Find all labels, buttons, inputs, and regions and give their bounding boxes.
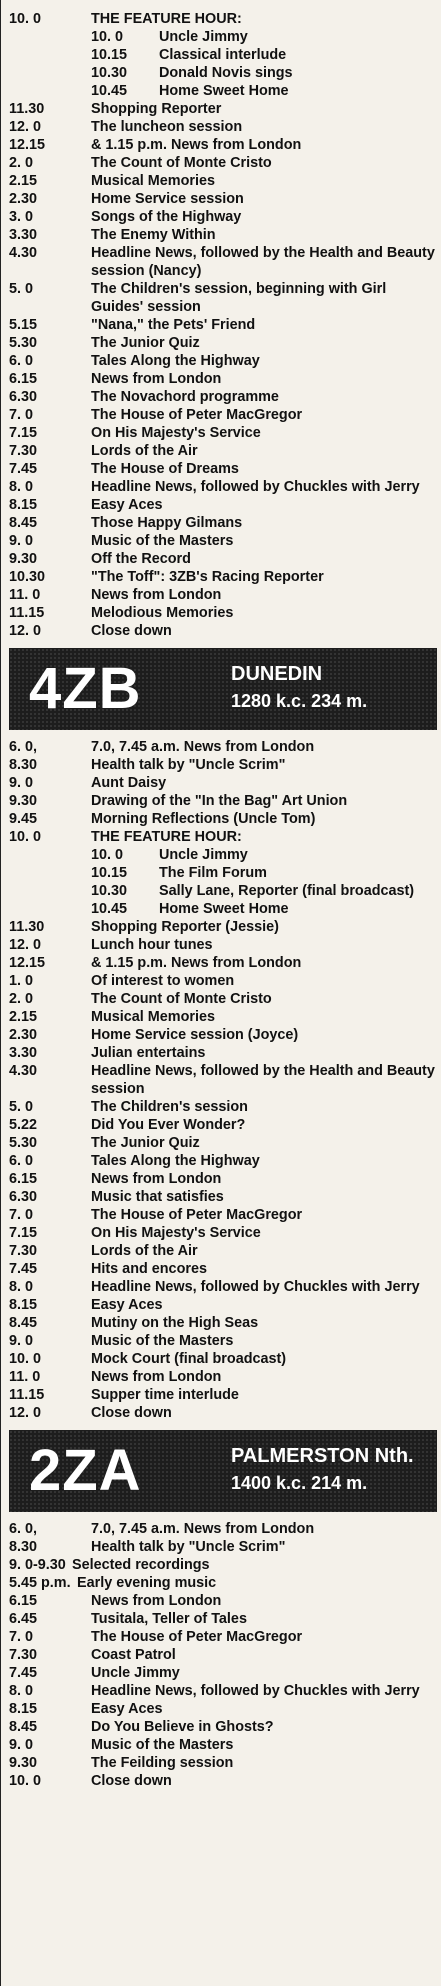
listing-row: [1, 190, 441, 208]
listing-row: [1, 1538, 441, 1556]
listing-program: The Junior Quiz: [91, 335, 200, 351]
listing-program: Close down: [91, 1773, 172, 1789]
listing-program: Aunt Daisy: [91, 775, 167, 791]
listing-program: Health talk by "Uncle Scrim": [91, 757, 286, 773]
listing-time: 12. 0: [9, 1405, 42, 1421]
listing-row: [1, 1260, 441, 1278]
listing-time: 7.15: [9, 425, 38, 441]
listing-time: 9. 0-9.30: [9, 1557, 66, 1573]
listing-row: [1, 990, 441, 1008]
station-callsign: 4ZB: [29, 656, 142, 721]
listing-row: [1, 1116, 441, 1134]
listing-time: 7.30: [9, 443, 38, 459]
listing-time: 3.30: [9, 227, 38, 243]
listing-row: [1, 828, 441, 846]
listing-program: Headline News, followed by the Health and Beauty session: [91, 1063, 435, 1097]
listing-time: 10.30: [9, 569, 46, 585]
listing-time: 6. 0: [9, 353, 34, 369]
listing-program: Headline News, followed by Chuckles with Jerry: [91, 479, 420, 495]
listing-row: [1, 280, 441, 316]
station-frequency: 1400 k.c. 214 m.: [231, 1473, 368, 1493]
listing-row: [1, 1044, 441, 1062]
listing-time: 11. 0: [9, 1369, 41, 1385]
listing-time: 6.15: [9, 1171, 38, 1187]
listing-program: Lords of the Air: [91, 443, 198, 459]
listing-time: 4.30: [9, 1063, 38, 1079]
listing-program: Uncle Jimmy: [91, 1665, 180, 1681]
station-1-schedule: [1, 0, 441, 640]
listing-row: [1, 334, 441, 352]
listing-time: 6. 0,: [9, 739, 38, 755]
listing-program: Drawing of the "In the Bag" Art Union: [91, 793, 348, 809]
listing-row: [1, 1134, 441, 1152]
listing-row: [1, 568, 441, 586]
listing-program: Supper time interlude: [91, 1387, 239, 1403]
listing-row: [1, 1098, 441, 1116]
listing-time: 7. 0: [9, 1629, 34, 1645]
listing-row: [1, 514, 441, 532]
listing-program: The Enemy Within: [91, 227, 216, 243]
listing-row: [1, 1718, 441, 1736]
listing-program: Headline News, followed by the Health and Beauty session (Nancy): [91, 245, 435, 279]
listing-time: 6. 0,: [9, 1521, 38, 1537]
listing-time: 9.30: [9, 551, 38, 567]
listing-row: [1, 1682, 441, 1700]
listing-row: [1, 1736, 441, 1754]
listing-row: [1, 244, 441, 280]
listing-time: 11. 0: [9, 587, 41, 603]
listing-program: Off the Record: [91, 551, 191, 567]
listing-program: Home Service session: [91, 191, 244, 207]
listing-row: [1, 1386, 441, 1404]
station-city: PALMERSTON Nth.: [231, 1445, 414, 1467]
listing-time: 12. 0: [9, 119, 42, 135]
listing-row: [1, 1188, 441, 1206]
listing-program: News from London: [91, 371, 222, 387]
station-callsign: 2ZA: [29, 1438, 142, 1503]
sub-listing-program: Home Sweet Home: [159, 83, 289, 99]
listing-program: THE FEATURE HOUR:: [91, 829, 242, 845]
listing-row: [1, 10, 441, 28]
listing-program: Close down: [91, 623, 172, 639]
listing-program: The Feilding session: [91, 1755, 234, 1771]
listing-row: [1, 1610, 441, 1628]
listing-row: [1, 136, 441, 154]
listing-row: [1, 738, 441, 756]
station-banner-2za: [9, 1430, 437, 1512]
sub-listing-time: 10. 0: [91, 847, 124, 863]
listing-time: 9. 0: [9, 533, 34, 549]
listing-row: [1, 972, 441, 990]
listing-time: 11.15: [9, 1387, 45, 1403]
listing-time: 11.15: [9, 605, 45, 621]
listing-row: [1, 424, 441, 442]
listing-row: [1, 352, 441, 370]
listing-program: & 1.15 p.m. News from London: [91, 955, 302, 971]
listing-program: News from London: [91, 1171, 222, 1187]
listing-program: News from London: [91, 1369, 222, 1385]
listing-program: Those Happy Gilmans: [91, 515, 243, 531]
listing-row: [1, 936, 441, 954]
listing-time: 5. 0: [9, 1099, 34, 1115]
listing-row: [1, 1332, 441, 1350]
listing-time: 8.15: [9, 1701, 38, 1717]
listing-row: [1, 1520, 441, 1538]
listing-time: 6.45: [9, 1611, 38, 1627]
sub-listing-time: 10.30: [91, 65, 128, 81]
listing-row: [1, 1592, 441, 1610]
listing-program: Shopping Reporter: [91, 101, 222, 117]
sub-listing-row: [1, 28, 441, 46]
station-2za-schedule: [1, 1520, 441, 1790]
listing-time: 5.30: [9, 1135, 38, 1151]
station-frequency: 1280 k.c. 234 m.: [231, 691, 368, 711]
sub-listing-time: 10.45: [91, 83, 128, 99]
listing-time: 2.30: [9, 1027, 38, 1043]
listing-time: 6.30: [9, 389, 38, 405]
listing-time: 7.30: [9, 1647, 38, 1663]
sub-listing-time: 10.15: [91, 47, 128, 63]
listing-program: Do You Believe in Ghosts?: [91, 1719, 274, 1735]
listing-program: Of interest to women: [91, 973, 235, 989]
listing-program: Health talk by "Uncle Scrim": [91, 1539, 286, 1555]
listing-program: Close down: [91, 1405, 172, 1421]
listing-row: [1, 604, 441, 622]
listing-row: [1, 370, 441, 388]
listing-time: 7.15: [9, 1225, 38, 1241]
listing-time: 6.15: [9, 1593, 38, 1609]
listing-time: 11.30: [9, 919, 45, 935]
listing-program: Early evening music: [77, 1575, 217, 1591]
listing-row: [1, 1628, 441, 1646]
listing-time: 8.45: [9, 515, 38, 531]
listing-program: The Novachord programme: [91, 389, 279, 405]
listing-time: 2.30: [9, 191, 38, 207]
listing-program: The luncheon session: [91, 119, 243, 135]
listing-row: [1, 792, 441, 810]
listing-time: 10. 0: [9, 1351, 42, 1367]
sub-listing-program: Sally Lane, Reporter (final broadcast): [159, 883, 415, 899]
listing-time: 2.15: [9, 1009, 38, 1025]
listing-row: [1, 1556, 441, 1574]
listing-time: 6. 0: [9, 1153, 34, 1169]
listing-program: Music of the Masters: [91, 1737, 234, 1753]
listing-row: [1, 1314, 441, 1332]
listing-row: [1, 1224, 441, 1242]
listing-program: Songs of the Highway: [91, 209, 242, 225]
listing-row: [1, 756, 441, 774]
listing-program: The House of Peter MacGregor: [91, 407, 303, 423]
listing-row: [1, 918, 441, 936]
sub-listing-time: 10. 0: [91, 29, 124, 45]
sub-listing-program: Uncle Jimmy: [159, 29, 248, 45]
listing-time: 8. 0: [9, 1279, 34, 1295]
listing-program: The House of Peter MacGregor: [91, 1629, 303, 1645]
listing-time: 7. 0: [9, 1207, 34, 1223]
listing-row: [1, 1574, 441, 1592]
listing-time: 12. 0: [9, 623, 42, 639]
listing-program: Easy Aces: [91, 1297, 163, 1313]
listing-row: [1, 1350, 441, 1368]
listing-row: [1, 442, 441, 460]
listing-program: Hits and encores: [91, 1261, 207, 1277]
listing-time: 6.15: [9, 371, 38, 387]
listing-row: [1, 532, 441, 550]
listing-row: [1, 1700, 441, 1718]
sub-listing-row: [1, 864, 441, 882]
listing-program: THE FEATURE HOUR:: [91, 11, 242, 27]
listing-program: Mock Court (final broadcast): [91, 1351, 287, 1367]
listing-row: [1, 478, 441, 496]
listing-program: Easy Aces: [91, 1701, 163, 1717]
listing-time: 2. 0: [9, 155, 34, 171]
station-4zb-schedule: [1, 738, 441, 1422]
listing-time: 9. 0: [9, 1333, 34, 1349]
listing-row: [1, 550, 441, 568]
listing-program: Easy Aces: [91, 497, 163, 513]
listing-row: [1, 1008, 441, 1026]
sub-listing-row: [1, 846, 441, 864]
sub-listing-program: Donald Novis sings: [159, 65, 293, 81]
listing-time: 1. 0: [9, 973, 34, 989]
listing-program: 7.0, 7.45 a.m. News from London: [91, 739, 315, 755]
listing-program: & 1.15 p.m. News from London: [91, 137, 302, 153]
sub-listing-row: [1, 46, 441, 64]
listing-program: Musical Memories: [91, 173, 215, 189]
sub-listing-time: 10.45: [91, 901, 128, 917]
listing-program: Did You Ever Wonder?: [91, 1117, 246, 1133]
sub-listing-program: Classical interlude: [159, 47, 287, 63]
listing-program: Coast Patrol: [91, 1647, 176, 1663]
listing-time: 8. 0: [9, 479, 34, 495]
listing-program: Melodious Memories: [91, 605, 234, 621]
listing-row: [1, 118, 441, 136]
listing-program: The Count of Monte Cristo: [91, 991, 272, 1007]
listing-time: 8.30: [9, 1539, 38, 1555]
listing-time: 7. 0: [9, 407, 34, 423]
listing-time: 9.30: [9, 1755, 38, 1771]
listing-program: Shopping Reporter (Jessie): [91, 919, 279, 935]
listing-row: [1, 622, 441, 640]
listing-row: [1, 226, 441, 244]
listing-program: "Nana," the Pets' Friend: [91, 317, 256, 333]
listing-time: 5.15: [9, 317, 38, 333]
listing-program: The House of Peter MacGregor: [91, 1207, 303, 1223]
listing-row: [1, 496, 441, 514]
listing-time: 9. 0: [9, 1737, 34, 1753]
listing-row: [1, 1242, 441, 1260]
listing-program: Music that satisfies: [91, 1189, 224, 1205]
listing-time: 12.15: [9, 137, 46, 153]
station-banner-4zb: [9, 648, 437, 730]
listing-time: 3. 0: [9, 209, 34, 225]
listing-row: [1, 954, 441, 972]
listing-time: 2. 0: [9, 991, 34, 1007]
listing-row: [1, 1404, 441, 1422]
listing-row: [1, 774, 441, 792]
listing-row: [1, 1772, 441, 1790]
sub-listing-time: 10.15: [91, 865, 128, 881]
listing-program: Morning Reflections (Uncle Tom): [91, 811, 316, 827]
listing-program: Home Service session (Joyce): [91, 1027, 299, 1043]
listing-row: [1, 1206, 441, 1224]
listing-program: Headline News, followed by Chuckles with Jerry: [91, 1279, 420, 1295]
listing-row: [1, 810, 441, 828]
listing-time: 9.30: [9, 793, 38, 809]
listing-program: 7.0, 7.45 a.m. News from London: [91, 1521, 315, 1537]
listing-row: [1, 1368, 441, 1386]
listing-row: [1, 208, 441, 226]
listing-row: [1, 100, 441, 118]
listing-program: The House of Dreams: [91, 461, 239, 477]
listing-time: 10. 0: [9, 1773, 42, 1789]
listing-time: 8. 0: [9, 1683, 34, 1699]
listing-program: Julian entertains: [91, 1045, 206, 1061]
listing-row: [1, 1152, 441, 1170]
listing-time: 9.45: [9, 811, 38, 827]
listing-time: 12. 0: [9, 937, 42, 953]
listing-program: Selected recordings: [72, 1557, 210, 1573]
listing-time: 7.45: [9, 461, 38, 477]
listing-time: 8.30: [9, 757, 38, 773]
sub-listing-program: Uncle Jimmy: [159, 847, 248, 863]
listing-time: 7.30: [9, 1243, 38, 1259]
listing-time: 5.30: [9, 335, 38, 351]
listing-program: On His Majesty's Service: [91, 1225, 261, 1241]
listing-program: The Children's session: [91, 1099, 248, 1115]
listing-time: 12.15: [9, 955, 46, 971]
listing-program: Tusitala, Teller of Tales: [91, 1611, 247, 1627]
sub-listing-program: The Film Forum: [159, 865, 267, 881]
listing-time: 4.30: [9, 245, 38, 261]
sub-listing-time: 10.30: [91, 883, 128, 899]
listing-program: On His Majesty's Service: [91, 425, 261, 441]
listing-row: [1, 1754, 441, 1772]
listing-time: 5.22: [9, 1117, 38, 1133]
listing-row: [1, 1646, 441, 1664]
listing-time: 7.45: [9, 1261, 38, 1277]
listing-row: [1, 1664, 441, 1682]
listing-time: 8.15: [9, 1297, 38, 1313]
listing-program: Headline News, followed by Chuckles with Jerry: [91, 1683, 420, 1699]
listing-program: Musical Memories: [91, 1009, 215, 1025]
listing-program: Tales Along the Highway: [91, 1153, 260, 1169]
listing-program: Music of the Masters: [91, 533, 234, 549]
listing-time: 2.15: [9, 173, 38, 189]
listing-program: "The Toff": 3ZB's Racing Reporter: [91, 569, 324, 585]
listing-program: News from London: [91, 587, 222, 603]
listing-time: 8.45: [9, 1315, 38, 1331]
listing-program: Mutiny on the High Seas: [91, 1315, 259, 1331]
listing-time: 3.30: [9, 1045, 38, 1061]
listing-program: Lunch hour tunes: [91, 937, 213, 953]
listing-time: 11.30: [9, 101, 45, 117]
listing-program: Music of the Masters: [91, 1333, 234, 1349]
sub-listing-program: Home Sweet Home: [159, 901, 289, 917]
listing-time: 5.45 p.m.: [9, 1575, 71, 1591]
listing-time: 8.45: [9, 1719, 38, 1735]
listing-row: [1, 172, 441, 190]
listing-time: 8.15: [9, 497, 38, 513]
listing-time: 10. 0: [9, 11, 42, 27]
listing-time: 5. 0: [9, 281, 34, 297]
listing-row: [1, 586, 441, 604]
listing-row: [1, 1278, 441, 1296]
listing-program: The Junior Quiz: [91, 1135, 200, 1151]
listing-row: [1, 1026, 441, 1044]
station-city: DUNEDIN: [231, 663, 323, 685]
listing-row: [1, 460, 441, 478]
listing-row: [1, 1170, 441, 1188]
listing-program: The Children's session, beginning with Girl Guides' session: [91, 281, 387, 315]
listing-program: The Count of Monte Cristo: [91, 155, 272, 171]
listing-row: [1, 316, 441, 334]
listing-time: 9. 0: [9, 775, 34, 791]
listing-row: [1, 388, 441, 406]
listing-time: 6.30: [9, 1189, 38, 1205]
sub-listing-row: [1, 900, 441, 918]
sub-listing-row: [1, 64, 441, 82]
listing-program: Lords of the Air: [91, 1243, 198, 1259]
listing-row: [1, 154, 441, 172]
sub-listing-row: [1, 882, 441, 900]
listing-row: [1, 1296, 441, 1314]
listing-row: [1, 406, 441, 424]
listing-time: 10. 0: [9, 829, 42, 845]
listing-program: News from London: [91, 1593, 222, 1609]
listing-program: Tales Along the Highway: [91, 353, 260, 369]
listing-row: [1, 1062, 441, 1098]
sub-listing-row: [1, 82, 441, 100]
listing-time: 7.45: [9, 1665, 38, 1681]
